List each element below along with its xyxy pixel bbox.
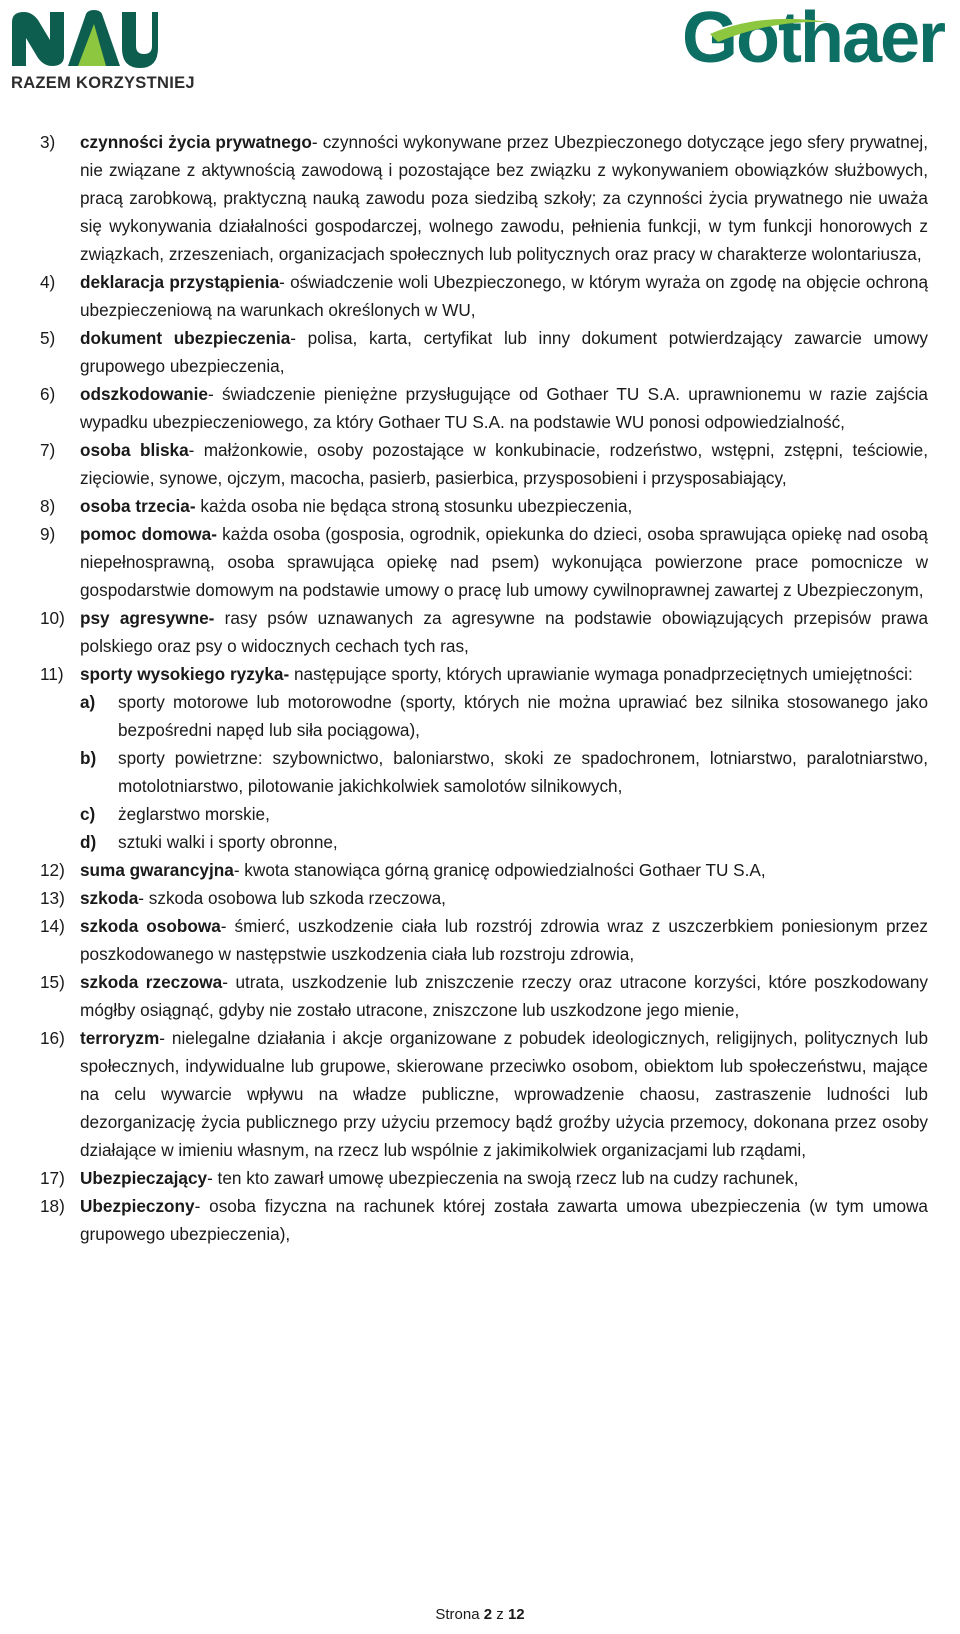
item-term: pomoc domowa- [80, 524, 217, 544]
item-number: 3) [40, 132, 56, 152]
page-total: 12 [507, 1606, 525, 1623]
page-number [0, 1606, 960, 1623]
definition-item [40, 128, 928, 268]
item-definition: - czynności wykonywane przez Ubezpieczonego dotyczące jego sfery prywatnej, nie związane z aktywnością zawodową i pozostające bez związku z wykonywaniem obowiązków służbowych, pracą zarobkową, praktyczną nauką zawodu poza siedzibą szkoły; za czynności życia prywatnego nie uważa się wykonywania działalności gospodarczej, wolnego zawodu, pełnienia funkcji, w tym funkcji honorowych z związkach, zrzeszeniach, organizacjach społecznych lub politycznych oraz pracy w charakterze wolontariusza, [80, 132, 928, 264]
sub-item-text: sporty powietrzne: szybownictwo, baloniarstwo, skoki ze spadochronem, lotniarstwo, paralotniarstwo, motolotniarstwo, pilotowanie jakichkolwiek samolotów silnikowych, [118, 748, 928, 796]
definition-item [40, 436, 928, 492]
gothaer-wordmark: Gothaer [682, 0, 945, 78]
sub-item [80, 800, 928, 828]
definition-item [40, 884, 928, 912]
item-definition: - świadczenie pieniężne przysługujące od Gothaer TU S.A. uprawnionemu w razie zajścia wypadku ubezpieczeniowego, za który Gothaer TU S.A. na podstawie WU ponosi odpowiedzialność, [80, 384, 928, 432]
item-definition: - polisa, karta, certyfikat lub inny dokument potwierdzający zawarcie umowy grupowego ubezpieczenia, [80, 328, 928, 376]
item-number: 10) [40, 608, 65, 628]
definition-item [40, 604, 928, 660]
item-definition: - osoba fizyczna na rachunek której została zawarta umowa ubezpieczenia (w tym umowa grupowego ubezpieczenia), [80, 1196, 928, 1244]
nau-logo-mark [8, 8, 158, 70]
item-term: odszkodowanie [80, 384, 208, 404]
item-definition: - nielegalne działania i akcje organizowane z pobudek ideologicznych, religijnych, politycznych lub społecznych, indywidualne lub grupowe, skierowane przeciwko osobom, obiektom lub społeczeństwu, mające na celu wywarcie wpływu na władze publiczne, wprowadzenie chaosu, zastraszenie ludności lub dezorganizację życia publicznego przy użyciu przemocy bądź groźby użycia przemocy, dokonana przez osoby działające w imieniu własnym, na rzecz lub wspólnie z jakimikolwiek organizacjami lub rządami, [80, 1028, 928, 1160]
item-definition: rasy psów uznawanych za agresywne na podstawie obowiązujących przepisów prawa polskiego oraz psy o widocznych cechach tych ras, [80, 608, 928, 656]
item-term: terroryzm [80, 1028, 160, 1048]
item-term: psy agresywne- [80, 608, 215, 628]
definition-item [40, 380, 928, 436]
nau-logo [8, 8, 195, 98]
sub-item-text: sporty motorowe lub motorowodne (sporty, których nie można uprawiać bez silnika stosowanego jako bezpośredni napęd lub siła pociągowa), [118, 692, 928, 740]
definitions-list [40, 128, 928, 1248]
item-definition: każda osoba nie będąca stroną stosunku ubezpieczenia, [195, 496, 633, 516]
item-term: szkoda osobowa [80, 916, 221, 936]
definition-item [40, 492, 928, 520]
sub-item-text: żeglarstwo morskie, [118, 804, 270, 824]
item-term: deklaracja przystąpienia [80, 272, 280, 292]
item-number: 6) [40, 384, 56, 404]
item-number: 9) [40, 524, 56, 544]
item-number: 16) [40, 1028, 65, 1048]
item-definition: każda osoba (gosposia, ogrodnik, opiekunka do dzieci, osoba sprawująca opiekę nad osobą niepełnosprawną, osoba sprawująca opiekę nad psem) wykonująca powierzone prace pomocnicze w gospodarstwie domowym na podstawie umowy o pracę lub umowy cywilnoprawnej zawartej z Ubezpieczonym, [80, 524, 928, 600]
item-term: czynności życia prywatnego [80, 132, 312, 152]
page-sep: z [496, 1606, 504, 1623]
item-definition: - szkoda osobowa lub szkoda rzeczowa, [138, 888, 446, 908]
item-definition: - kwota stanowiąca górną granicę odpowiedzialności Gothaer TU S.A, [233, 860, 766, 880]
page-header [0, 0, 960, 110]
item-definition: - utrata, uszkodzenie lub zniszczenie rzeczy oraz utracone korzyści, które poszkodowany mógłby osiągnąć, gdyby nie zostało utracone, zniszczone lub uszkodzone jego mienie, [80, 972, 928, 1020]
definition-item [40, 324, 928, 380]
item-definition: - oświadczenie woli Ubezpieczonego, w którym wyraża on zgodę na objęcie ochroną ubezpieczeniową na warunkach określonych w WU, [80, 272, 929, 320]
item-number: 15) [40, 972, 65, 992]
item-number: 7) [40, 440, 56, 460]
item-number: 11) [40, 664, 64, 684]
page-current: 2 [483, 1606, 493, 1623]
item-term: osoba bliska [80, 440, 189, 460]
item-term: szkoda rzeczowa [80, 972, 223, 992]
sub-item [80, 744, 928, 800]
item-definition: - śmierć, uszkodzenie ciała lub rozstrój zdrowia wraz z uszczerbkiem poniesionym przez poszkodowanego w następstwie uszkodzenia ciała lub rozstroju zdrowia, [80, 916, 928, 964]
definition-item [40, 968, 928, 1024]
sub-item-letter: d) [80, 832, 97, 852]
definition-item [40, 1024, 928, 1164]
item-number: 12) [40, 860, 65, 880]
definition-item [40, 912, 928, 968]
item-term: szkoda [80, 888, 139, 908]
page-label: Strona [435, 1606, 480, 1623]
definition-item [40, 856, 928, 884]
sub-item-letter: b) [80, 748, 97, 768]
definition-item [40, 268, 928, 324]
item-number: 4) [40, 272, 56, 292]
sub-item-text: sztuki walki i sporty obronne, [118, 832, 338, 852]
definition-item [40, 520, 928, 604]
item-term: Ubezpieczający [80, 1168, 208, 1188]
sub-item-letter: c) [80, 804, 96, 824]
definition-item [40, 660, 928, 688]
item-number: 8) [40, 496, 56, 516]
nau-tagline: RAZEM KORZYSTNIEJ [11, 74, 195, 92]
item-term: osoba trzecia- [80, 496, 196, 516]
item-term: dokument ubezpieczenia [80, 328, 291, 348]
item-number: 14) [40, 916, 65, 936]
item-number: 5) [40, 328, 56, 348]
gothaer-swoosh-icon [710, 16, 830, 46]
item-definition: - ten kto zawarł umowę ubezpieczenia na swoją rzecz lub na cudzy rachunek, [207, 1168, 799, 1188]
item-number: 13) [40, 888, 65, 908]
sub-item-letter: a) [80, 692, 96, 712]
sub-item [80, 688, 928, 744]
definition-item [40, 1164, 928, 1192]
sub-item [80, 828, 928, 856]
item-term: Ubezpieczony [80, 1196, 195, 1216]
item-definition: - małżonkowie, osoby pozostające w konkubinacie, rodzeństwo, wstępni, zstępni, teściowie, zięciowie, synowe, ojczym, macocha, pasierb, pasierbica, przysposobieni i przysposabiający, [80, 440, 928, 488]
item-number: 17) [40, 1168, 65, 1188]
definition-item [40, 1192, 928, 1248]
item-definition: następujące sporty, których uprawianie wymaga ponadprzeciętnych umiejętności: [289, 664, 913, 684]
item-number: 18) [40, 1196, 65, 1216]
gothaer-logo [682, 0, 945, 90]
item-term: sporty wysokiego ryzyka- [80, 664, 290, 684]
item-term: suma gwarancyjna [80, 860, 234, 880]
